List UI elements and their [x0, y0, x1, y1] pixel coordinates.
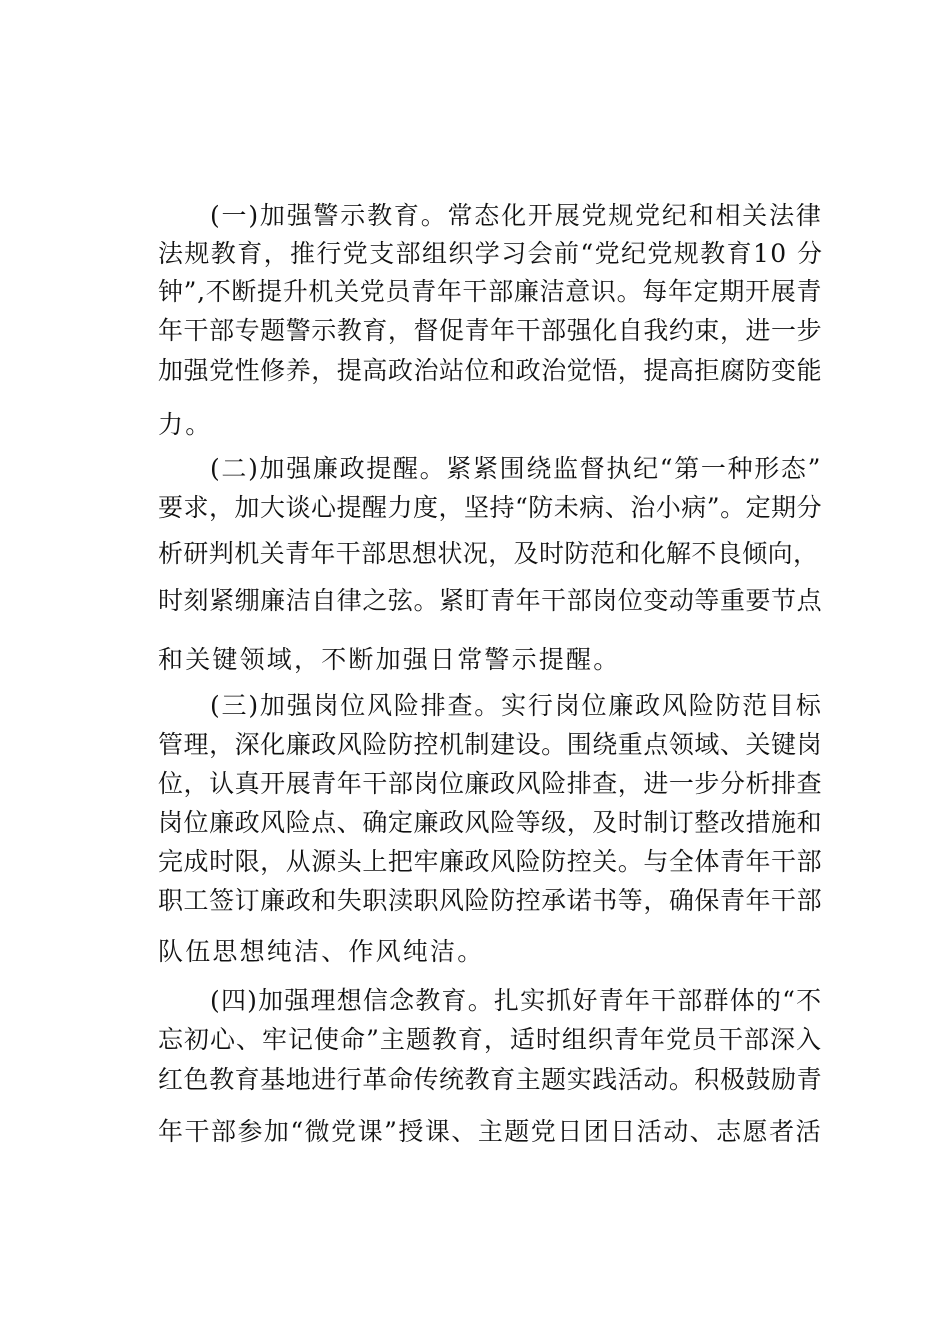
paragraph-1-line-4: 年干部专题警示教育，督促青年干部强化自我约束，进一步	[158, 316, 822, 345]
paragraph-2-line-3: 析研判机关青年干部思想状况，及时防范和化解不良倾向，	[158, 539, 819, 568]
paragraph-3-line-6: 职工签订廉政和失职渎职风险防控承诺书等，确保青年干部	[158, 886, 822, 915]
paragraph-3-line-2: 管理，深化廉政风险防控机制建设。围绕重点领域、关键岗	[158, 730, 822, 759]
paragraph-1-line-1: (一)加强警示教育。常态化开展党规党纪和相关法律	[210, 201, 823, 230]
paragraph-4-line-1: (四)加强理想信念教育。扎实抓好青年干部群体的“不	[210, 986, 823, 1015]
paragraph-4-line-2: 忘初心、牢记使命”主题教育，适时组织青年党员干部深入	[158, 1025, 822, 1054]
paragraph-2-line-5: 和关键领域，不断加强日常警示提醒。	[158, 645, 621, 674]
paragraph-2-line-1: (二)加强廉政提醒。紧紧围绕监督执纪“第一种形态”	[210, 454, 822, 483]
paragraph-4-line-4: 年干部参加“微党课”授课、主题党日团日活动、志愿者活	[158, 1117, 822, 1146]
paragraph-3-line-7: 队伍思想纯洁、作风纯洁。	[158, 937, 485, 966]
paragraph-3-line-1: (三)加强岗位风险排查。实行岗位廉政风险防范目标	[210, 691, 823, 720]
paragraph-3-line-3: 位，认真开展青年干部岗位廉政风险排查，进一步分析排查	[158, 769, 822, 798]
paragraph-1-line-2: 法规教育，推行党支部组织学习会前“党纪党规教育10 分	[158, 239, 824, 268]
paragraph-1-line-6: 力。	[158, 410, 213, 439]
paragraph-2-line-4: 时刻紧绷廉洁自律之弦。紧盯青年干部岗位变动等重要节点	[158, 586, 822, 615]
paragraph-3-line-5: 完成时限，从源头上把牢廉政风险防控关。与全体青年干部	[158, 847, 822, 876]
paragraph-2-line-2: 要求，加大谈心提醒力度，坚持“防未病、治小病”。定期分	[158, 493, 822, 522]
paragraph-3-line-4: 岗位廉政风险点、确定廉政风险等级，及时制订整改措施和	[158, 808, 822, 837]
paragraph-1-line-5: 加强党性修养，提高政治站位和政治觉悟，提高拒腐防变能	[158, 356, 822, 385]
paragraph-4-line-3: 红色教育基地进行革命传统教育主题实践活动。积极鼓励青	[158, 1065, 822, 1094]
paragraph-1-line-3: 钟”,不断提升机关党员青年干部廉洁意识。每年定期开展青	[158, 277, 822, 306]
